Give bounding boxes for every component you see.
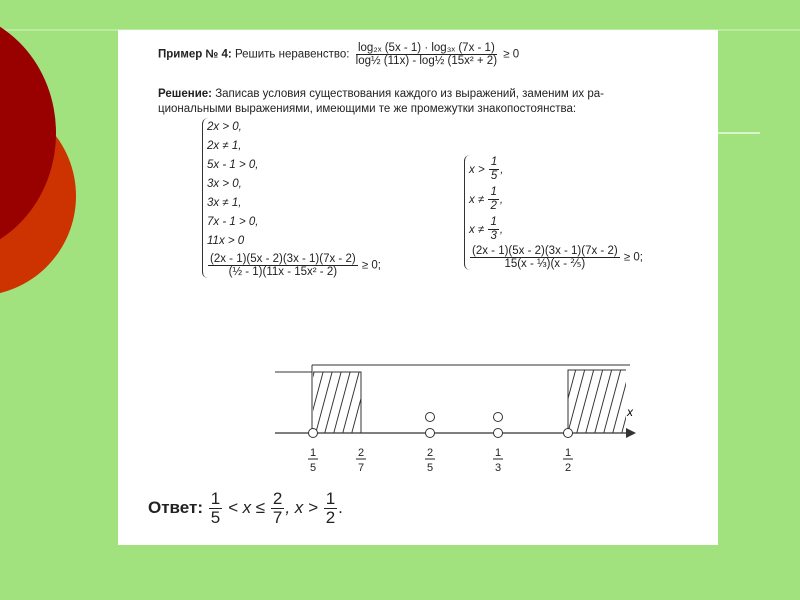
system-1-line: 2x > 0, xyxy=(207,121,242,133)
system-1-line: 11x > 0 xyxy=(207,235,245,247)
system-1-line: 3x > 0, xyxy=(207,178,242,190)
system-1-line: 7x - 1 > 0, xyxy=(207,216,259,228)
den: 2 xyxy=(490,200,497,213)
end: , xyxy=(499,224,504,236)
lhs: x ≠ xyxy=(469,194,485,206)
system-2-line xyxy=(469,155,643,185)
open-point xyxy=(309,429,318,438)
num: 1 xyxy=(325,489,336,508)
num: 2 xyxy=(272,489,283,508)
answer-end: . xyxy=(338,497,343,517)
system-1-denominator: (½ - 1)(11x - 15x² - 2) xyxy=(228,266,338,279)
axis-arrow-icon xyxy=(626,428,636,438)
system-1-numerator: (2x - 1)(5x - 2)(3x - 1)(7x - 2) xyxy=(210,253,356,265)
solution-label: Решение: xyxy=(158,88,213,100)
system-2-fraction xyxy=(470,245,620,270)
answer-separator: , x > xyxy=(285,497,318,517)
example-task: Решить неравенство: xyxy=(234,48,350,61)
hatched-interval-1 xyxy=(313,372,361,433)
slide-content-panel xyxy=(118,30,718,545)
open-point xyxy=(426,413,435,422)
system-2-line xyxy=(469,185,643,215)
solution-line-2: циональными выражениями, имеющими те же промежутки знакопостоянства: xyxy=(158,103,577,115)
system-1-line: 2x ≠ 1, xyxy=(207,140,242,152)
open-point xyxy=(494,413,503,422)
answer-relation: < x ≤ xyxy=(227,497,266,517)
hatched-interval-2 xyxy=(568,370,626,433)
end: , xyxy=(500,164,504,176)
inequality-numerator: log₂ₓ (5x - 1) · log₃ₓ (7x - 1) xyxy=(357,42,495,54)
decorative-circles xyxy=(0,0,80,320)
inequality-fraction xyxy=(354,42,499,67)
den: 2 xyxy=(325,507,336,527)
point-label-num: 1 xyxy=(309,447,317,459)
open-point xyxy=(494,429,503,438)
solution-text xyxy=(158,87,604,117)
system-1-relation: ≥ 0; xyxy=(361,259,381,272)
num: 1 xyxy=(490,156,498,169)
inequality-relation: ≥ 0 xyxy=(503,48,520,61)
lhs: x ≠ xyxy=(469,224,485,236)
point-label-num: 1 xyxy=(494,447,502,459)
system-2 xyxy=(464,155,643,270)
system-1 xyxy=(202,118,381,278)
side-divider xyxy=(718,132,760,134)
point-label-den: 7 xyxy=(357,462,365,474)
point-label-den: 2 xyxy=(564,462,572,474)
system-2-numerator: (2x - 1)(5x - 2)(3x - 1)(7x - 2) xyxy=(472,245,618,257)
point-label-num: 2 xyxy=(357,447,365,459)
system-2-line xyxy=(469,215,643,245)
num: 1 xyxy=(210,489,221,508)
num: 1 xyxy=(490,186,497,199)
den: 3 xyxy=(490,230,497,243)
answer xyxy=(148,490,343,527)
point-label-den: 5 xyxy=(309,462,317,474)
number-line-diagram xyxy=(118,350,718,490)
den: 5 xyxy=(210,507,221,527)
system-1-fraction xyxy=(208,253,358,278)
example-label: Пример № 4: xyxy=(158,48,232,61)
example-statement xyxy=(158,42,519,67)
system-1-line: 3x ≠ 1, xyxy=(207,197,242,209)
solution-line-1: Записав условия существования каждого из выражений, заменим их ра- xyxy=(215,88,605,100)
system-2-denominator: 15(x - ⅓)(x - ⅖) xyxy=(504,258,586,271)
system-1-line: 5x - 1 > 0, xyxy=(207,159,259,171)
end: , xyxy=(499,194,504,206)
num: 1 xyxy=(490,216,497,229)
den: 7 xyxy=(272,507,283,527)
lhs: x > xyxy=(469,164,485,176)
inequality-denominator: log½ (11x) - log½ (15x² + 2) xyxy=(355,55,498,68)
system-2-relation: ≥ 0; xyxy=(623,251,643,264)
open-point xyxy=(426,429,435,438)
axis-label: x xyxy=(627,405,633,419)
open-point xyxy=(564,429,573,438)
point-label-num: 2 xyxy=(426,447,434,459)
point-label-den: 3 xyxy=(494,462,502,474)
den: 5 xyxy=(490,170,498,183)
answer-label: Ответ: xyxy=(148,497,203,517)
point-label-den: 5 xyxy=(426,462,434,474)
point-label-num: 1 xyxy=(564,447,572,459)
